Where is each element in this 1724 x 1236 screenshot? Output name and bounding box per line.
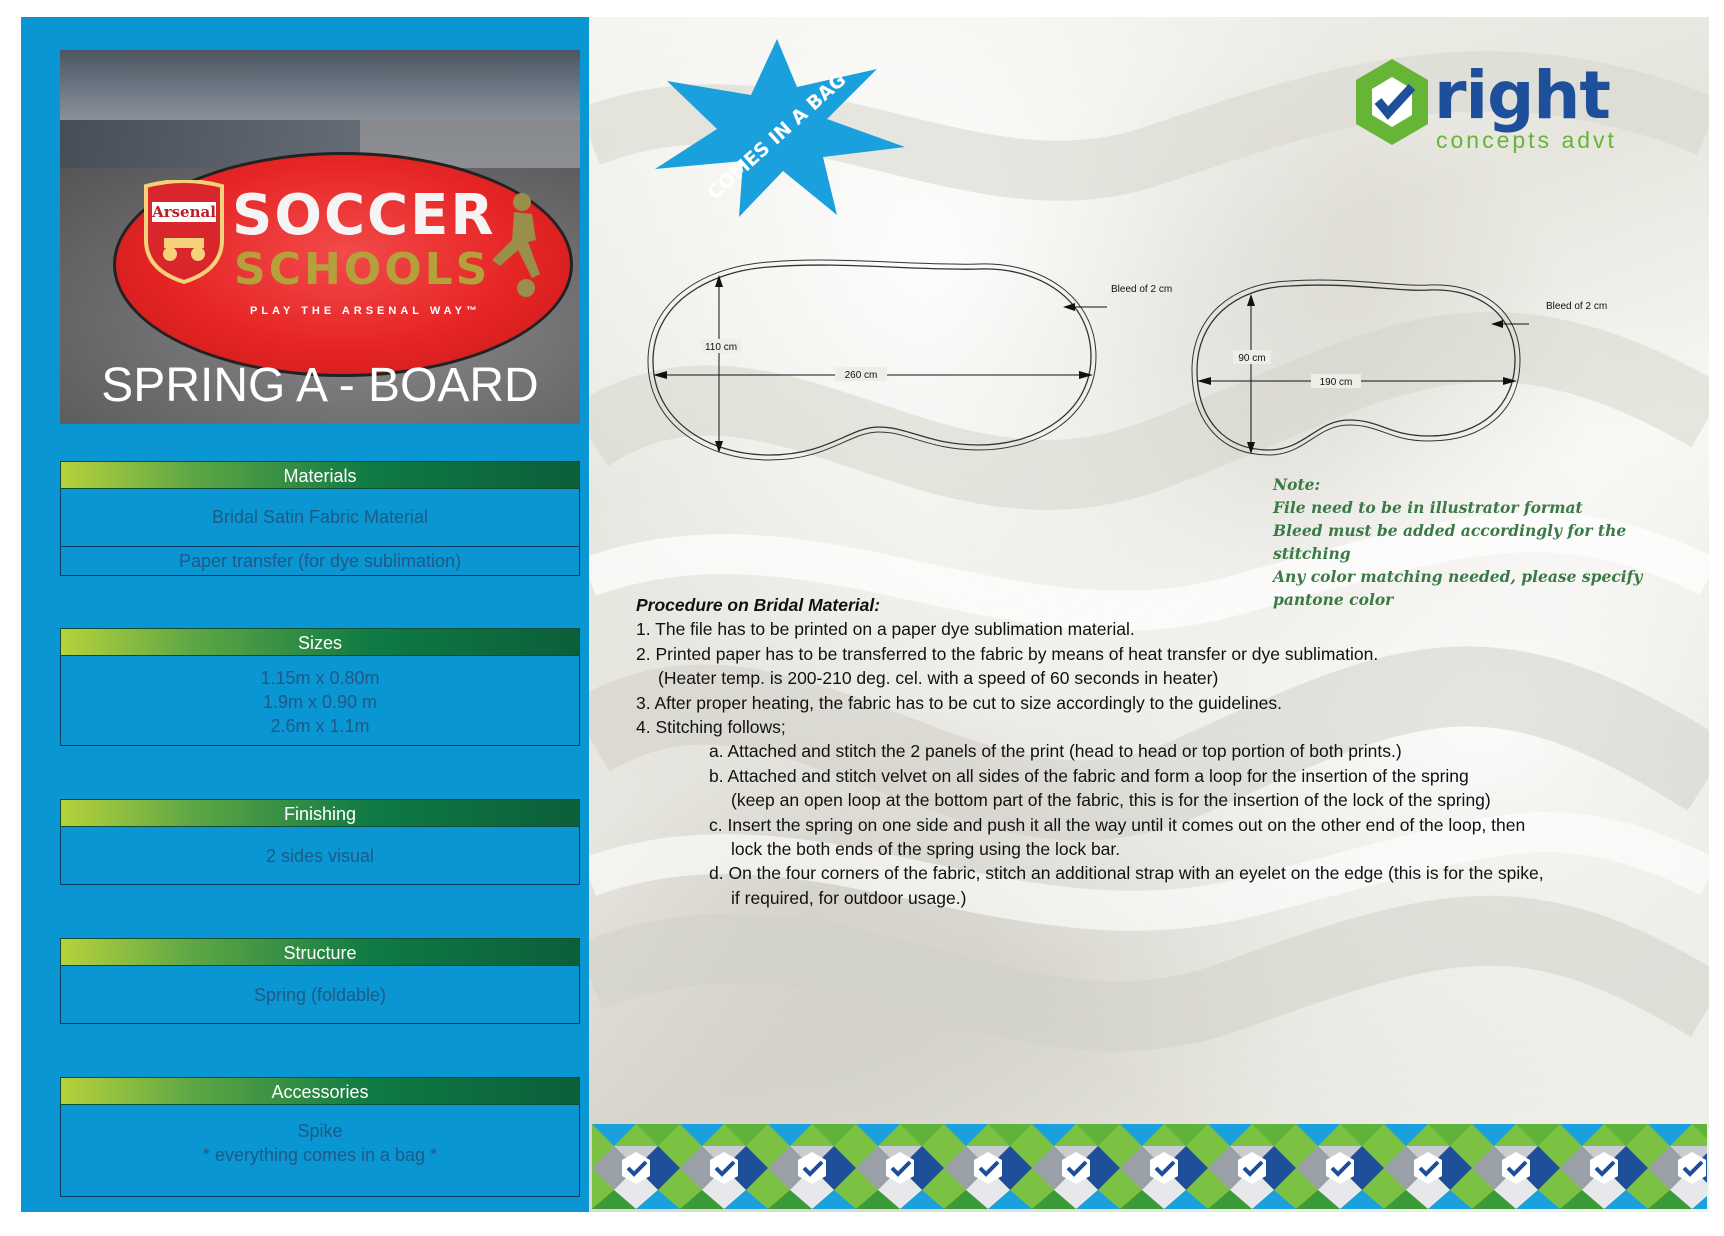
size-row: 1.9m x 0.90 m (262, 692, 378, 712)
banner-line-soccer: SOCCER (232, 183, 496, 248)
finishing-body (60, 827, 580, 885)
banner-tagline: PLAY THE ARSENAL WAY™ (250, 305, 481, 317)
size-row: 1.15m x 0.80m (260, 668, 380, 688)
small-bleed-text: Bleed of 2 cm (1546, 301, 1608, 312)
sizes-body (60, 656, 580, 746)
note-block (1273, 473, 1709, 611)
small-board-diagram (1189, 274, 1529, 472)
logo-pattern-strip (592, 1124, 1707, 1209)
sizes-section (60, 628, 580, 746)
right-concepts-logo (1354, 57, 1674, 167)
starburst-text: COMES IN A BAG (703, 68, 851, 205)
size-row: 2.6m x 1.1m (270, 716, 370, 736)
procedure-step-continued: (Heater temp. is 200-210 deg. cel. with a speed of 60 seconds in heater) (658, 668, 1219, 689)
accessories-row: Spike (297, 1121, 343, 1141)
small-height-label: 90 cm (1238, 353, 1266, 364)
printer-machine (60, 50, 580, 120)
arsenal-crest-icon (142, 180, 226, 284)
large-height-label: 110 cm (704, 342, 738, 353)
finishing-row: 2 sides visual (265, 846, 375, 866)
sizes-header: Sizes (60, 628, 580, 656)
materials-section (60, 461, 580, 576)
small-width-label: 190 cm (1319, 377, 1353, 388)
procedure-title: Procedure on Bridal Material: (636, 595, 881, 615)
structure-body (60, 966, 580, 1024)
procedure-substep: a. Attached and stitch the 2 panels of the print (head to head or top portion of both prints.) (709, 741, 1402, 762)
note-line: Bleed must be added accordingly for the stitching (1273, 521, 1627, 563)
procedure-step: 1. The file has to be printed on a paper dye sublimation material. (636, 619, 1135, 640)
finishing-section (60, 799, 580, 885)
product-title: SPRING A - BOARD (101, 359, 539, 412)
comes-in-a-bag-starburst (647, 39, 907, 219)
banner-line-schools: SCHOOLS (234, 244, 491, 295)
product-photo (60, 50, 580, 424)
materials-row: Paper transfer (for dye sublimation) (178, 551, 462, 571)
footballer-silhouette-icon (470, 190, 550, 300)
crest-text: Arsenal (152, 203, 216, 221)
note-line: File need to be in illustrator format (1273, 498, 1583, 517)
note-title: Note: (1273, 475, 1321, 494)
materials-body (60, 489, 580, 576)
structure-section (60, 938, 580, 1024)
structure-header: Structure (60, 938, 580, 966)
materials-header: Materials (60, 461, 580, 489)
procedure-step: 4. Stitching follows; (636, 717, 786, 738)
accessories-header: Accessories (60, 1077, 580, 1105)
procedure-substep-continued: if required, for outdoor usage.) (731, 887, 967, 908)
large-width-label: 260 cm (844, 370, 878, 381)
procedure-substep: b. Attached and stitch velvet on all sides of the fabric and form a loop for the insertion of the spring (709, 765, 1469, 786)
procedure-block (636, 593, 1696, 910)
structure-row: Spring (foldable) (253, 985, 387, 1005)
large-bleed-text: Bleed of 2 cm (1111, 284, 1173, 295)
note-line: Any color matching needed, please specify pantone color (1273, 567, 1643, 609)
procedure-substep: c. Insert the spring on one side and push it all the way until it comes out on the other end of the loop, then (709, 814, 1526, 835)
accessories-row: * everything comes in a bag * (202, 1145, 438, 1165)
procedure-step: 2. Printed paper has to be transferred to the fabric by means of heat transfer or dye sublimation. (636, 643, 1379, 664)
finishing-header: Finishing (60, 799, 580, 827)
materials-row: Bridal Satin Fabric Material (61, 489, 579, 547)
large-board-diagram (639, 249, 1109, 471)
procedure-substep: d. On the four corners of the fabric, stitch an additional strap with an eyelet on the edge (this is for the spike, (709, 863, 1544, 884)
logo-subtitle: concepts advt (1436, 127, 1617, 153)
logo-word: right (1434, 57, 1610, 134)
right-logo-hexagon-icon (1354, 57, 1430, 147)
procedure-step: 3. After proper heating, the fabric has to be cut to size accordingly to the guidelines. (636, 692, 1282, 713)
accessories-section (60, 1077, 580, 1197)
procedure-substep-continued: lock the both ends of the spring using the lock bar. (731, 839, 1121, 860)
left-panel (21, 17, 589, 1212)
accessories-body (60, 1105, 580, 1197)
right-panel (589, 17, 1709, 1212)
procedure-substep-continued: (keep an open loop at the bottom part of the fabric, this is for the insertion of the lock of the spring) (731, 790, 1491, 811)
